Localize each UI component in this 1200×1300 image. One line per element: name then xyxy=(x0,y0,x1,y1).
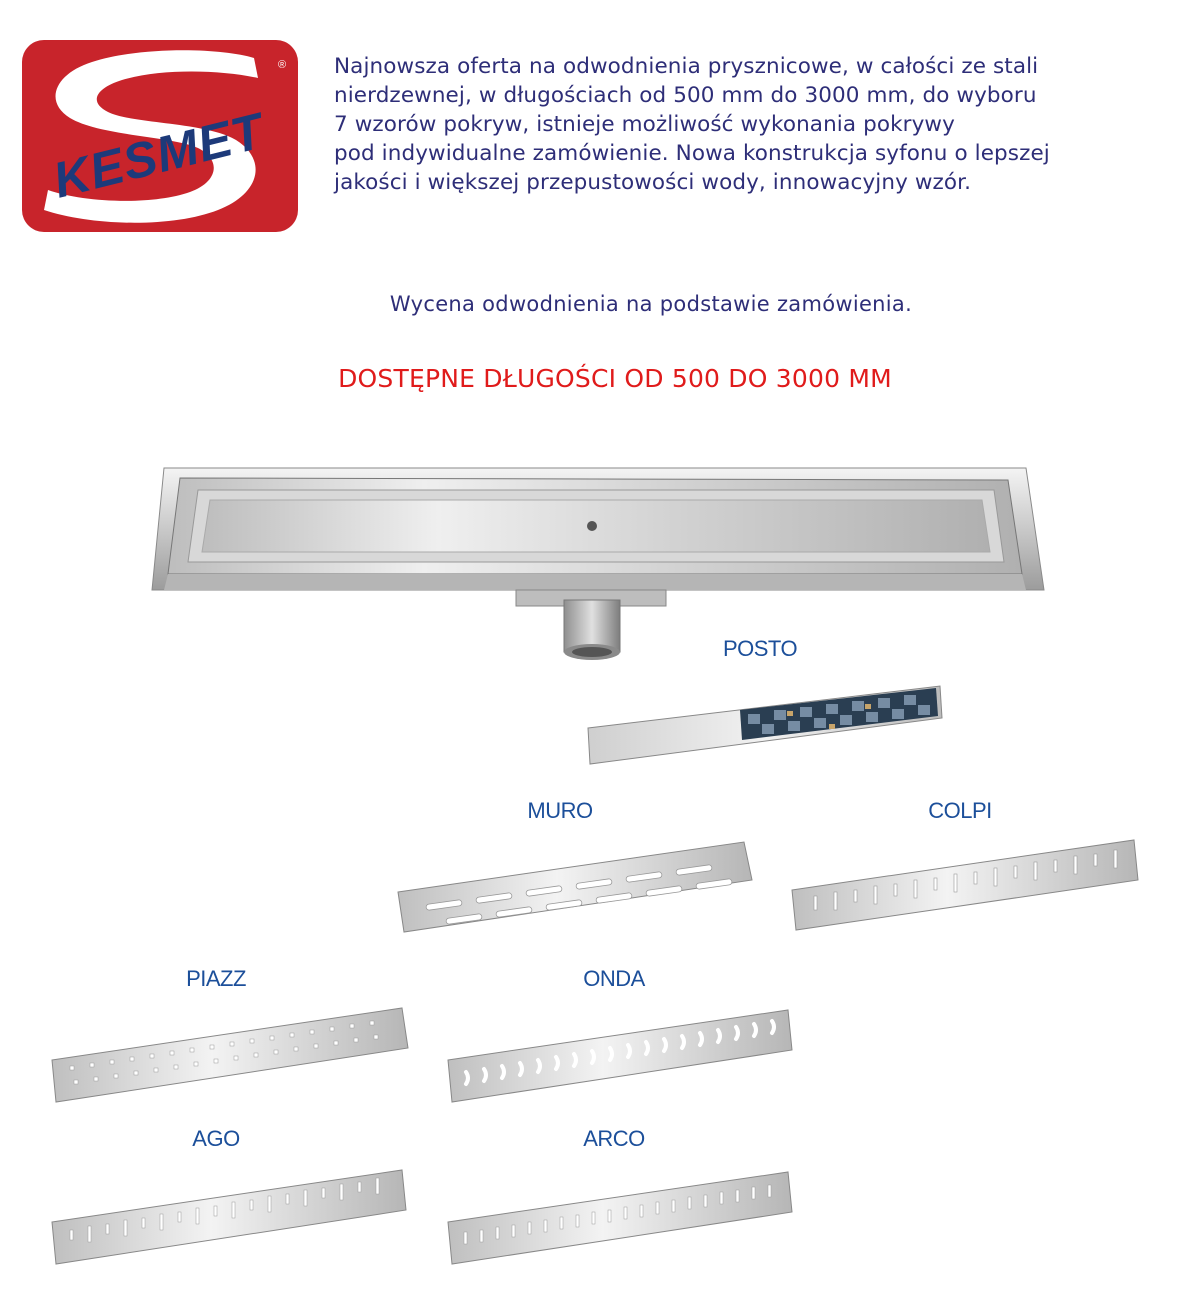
product-label-muro: MURO xyxy=(527,798,593,823)
description-line: pod indywidualne zamówienie. Nowa konstrukcja syfonu o lepszej xyxy=(334,141,1050,166)
pricing-note xyxy=(0,292,1200,316)
pricing-note-text: Wycena odwodnienia na podstawie zamówienia. xyxy=(389,292,913,316)
posto-cover-image xyxy=(584,678,946,778)
available-lengths-headline: DOSTĘPNE DŁUGOŚCI OD 500 DO 3000 MM xyxy=(338,364,892,393)
piazz-cover-image xyxy=(50,1006,412,1106)
description-line: jakości i większej przepustowości wody, innowacyjny wzór. xyxy=(334,170,972,195)
registered-mark: ® xyxy=(278,59,287,71)
product-label-onda: ONDA xyxy=(583,966,645,991)
description-line: nierdzewnej, w długościach od 500 mm do 3000 mm, do wyboru xyxy=(334,83,1037,108)
description-line: 7 wzorów pokryw, istnieje możliwość wykonania pokrywy xyxy=(334,112,955,137)
product-label-piazz: PIAZZ xyxy=(186,966,246,991)
product-label-ago: AGO xyxy=(192,1126,240,1151)
product-label-arco: ARCO xyxy=(583,1126,645,1151)
product-label-posto: POSTO xyxy=(722,636,798,661)
arco-cover-image xyxy=(446,1168,796,1268)
drain-body-image xyxy=(146,450,1056,670)
description-line: Najnowsza oferta na odwodnienia prysznicowe, w całości ze stali xyxy=(334,54,1039,79)
brand-name: KESMET xyxy=(47,102,270,209)
product-description xyxy=(334,52,1174,197)
ago-cover-image xyxy=(50,1168,410,1268)
onda-cover-image xyxy=(446,1006,796,1106)
kesmet-logo xyxy=(22,40,298,232)
muro-cover-image xyxy=(396,840,756,936)
colpi-cover-image xyxy=(790,838,1140,934)
product-label-colpi: COLPI xyxy=(928,798,992,823)
